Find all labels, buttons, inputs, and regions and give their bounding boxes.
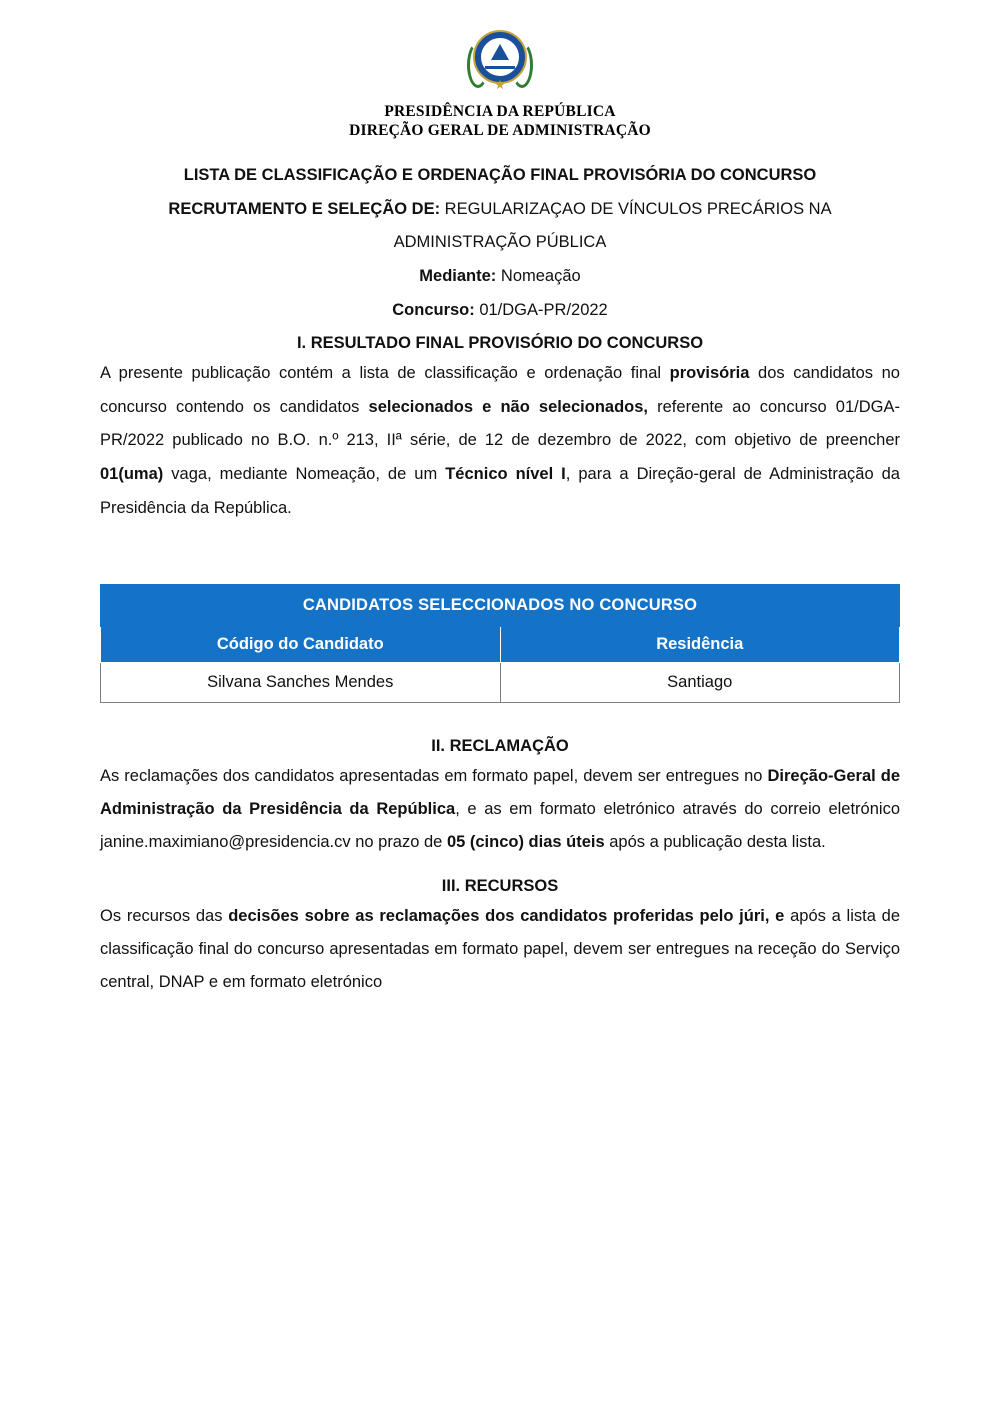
s2-text-a: As reclamações dos candidatos apresentadas em formato papel, devem ser entregues no [100, 766, 768, 785]
cape-verde-republic-emblem-icon [465, 28, 535, 98]
s3-text-c: após a lista de classificação final do concurso apresentadas em formato papel, devem ser entregues na receção do Serviço central, DNAP e em formato eletrónico [100, 906, 900, 991]
table-header-row [101, 626, 900, 662]
table-cell-codigo: Silvana Sanches Mendes [101, 662, 501, 702]
document-header [100, 28, 900, 141]
s3-text-b: decisões sobre as reclamações dos candidatos proferidas pelo júri, e [228, 906, 785, 925]
title-line-4-value: Nomeação [496, 267, 581, 286]
s1-text-f: 01(uma) [100, 465, 164, 484]
table-header-residencia: Residência [500, 626, 900, 662]
s1-text-c: dos candidatos no concurso contendo os candidatos [100, 363, 900, 416]
title-line-4-label: Mediante: [419, 267, 497, 286]
title-line-5 [100, 294, 900, 328]
table-row [101, 662, 900, 702]
section-2-heading: II. RECLAMAÇÃO [431, 736, 569, 755]
title-line-4 [100, 260, 900, 294]
section-3-paragraph [100, 900, 900, 999]
title-line-3: ADMINISTRAÇÃO PÚBLICA [393, 233, 607, 252]
title-line-2-value: REGULARIZAÇAO DE VÍNCULOS PRECÁRIOS NA [440, 199, 832, 218]
s2-text-c: , e as em formato eletrónico através do correio eletrónico janine.maximiano@presidencia.cv no prazo de [100, 799, 900, 851]
s1-text-e: referente ao concurso 01/DGA-PR/2022 publicado no B.O. n.º 213, IIª série, de 12 de dezembro de 2022, com objetivo de preencher [100, 397, 900, 450]
selected-candidates-table [100, 584, 900, 703]
s1-text-h: Técnico nível I [445, 465, 566, 484]
title-line-5-value: 01/DGA-PR/2022 [474, 301, 608, 319]
title-line-2-label: RECRUTAMENTO E SELEÇÃO DE: [168, 199, 441, 218]
organization-line-2: DIREÇÃO GERAL DE ADMINISTRAÇÃO [349, 122, 651, 140]
s2-text-b: Direção-Geral de Administração da Presidência da República [100, 766, 900, 818]
s1-text-i: , para a Direção-geral de Administração da Presidência da República. [100, 465, 900, 518]
emblem-inner-disc [480, 37, 520, 77]
spacer-before-table [100, 526, 900, 584]
table-cell-residencia: Santiago [500, 662, 900, 702]
spacer-after-table [100, 703, 900, 737]
s1-text-b: provisória [669, 363, 750, 382]
organization-line-1: PRESIDÊNCIA DA REPÚBLICA [384, 103, 616, 120]
s2-text-e: após a publicação desta lista. [604, 832, 826, 851]
s1-text-g: vaga, mediante Nomeação, de um [163, 465, 446, 484]
s2-text-d: 05 (cinco) dias úteis [446, 832, 605, 851]
spacer-between-sections [100, 859, 900, 877]
document-title-block [100, 159, 900, 328]
table-banner-title: CANDIDATOS SELECCIONADOS NO CONCURSO [101, 584, 900, 626]
section-3-heading: III. RECURSOS [441, 876, 559, 895]
s3-text-a: Os recursos das [100, 906, 229, 925]
table-banner-row [101, 584, 900, 626]
star-icon: ★ [494, 77, 506, 92]
s1-text-d: selecionados e não selecionados, [368, 397, 649, 416]
title-line-5-label: Concurso: [392, 301, 475, 319]
title-line-1: LISTA DE CLASSIFICAÇÃO E ORDENAÇÃO FINAL PROVISÓRIA DO CONCURSO [183, 165, 817, 184]
table-header-codigo: Código do Candidato [101, 626, 501, 662]
section-1-heading: I. RESULTADO FINAL PROVISÓRIO DO CONCURSO [296, 333, 704, 352]
section-2-paragraph [100, 760, 900, 859]
title-line-2 [100, 193, 900, 227]
s1-text-a: A presente publicação contém a lista de classificação e ordenação final [100, 363, 670, 382]
section-1-paragraph [100, 357, 900, 526]
